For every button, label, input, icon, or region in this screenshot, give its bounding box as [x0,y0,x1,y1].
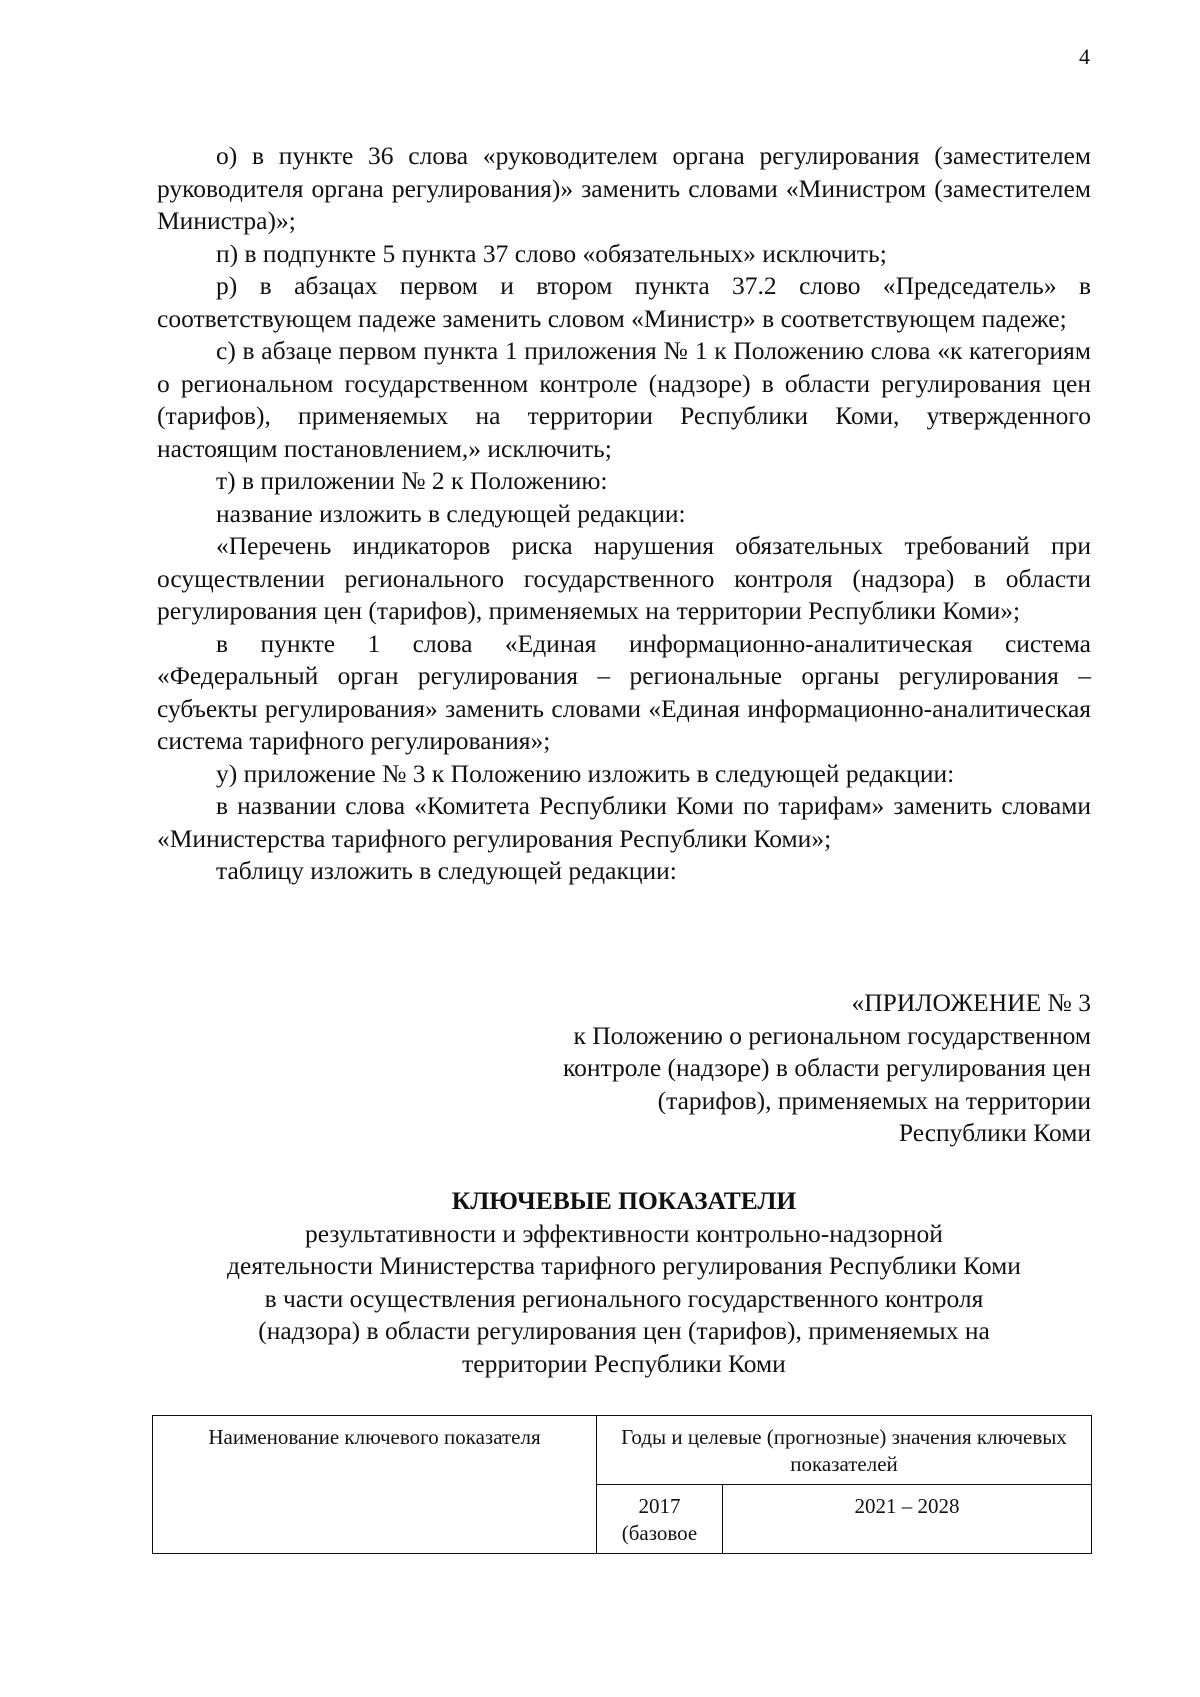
header-indicator-name: Наименование ключевого показателя [153,1416,597,1554]
page-number: 4 [1079,44,1090,69]
paragraph: у) приложение № 3 к Положению изложить в следующей редакции: [216,758,955,788]
paragraph: в пункте 1 слова «Единая информационно-аналитическая система «Федеральный орган регулирования – региональные органы регулирования – субъекты регулирования» заменить словами «Единая информационно-аналитическая система тарифного регулирования»; [157,628,1091,755]
title-line: территории Республики Коми [462,1348,786,1378]
appendix-line: к Положению о региональном государственном [573,1020,1091,1050]
title-line: результативности и эффективности контрольно-надзорной [305,1218,943,1248]
paragraph: в названии слова «Комитета Республики Коми по тарифам» заменить словами «Министерства тарифного регулирования Республики Коми»; [157,791,1091,853]
document-title [157,1185,1091,1380]
paragraph: таблицу изложить в следующей редакции: [216,856,677,885]
indicators-table [152,1415,1092,1554]
paragraph: р) в абзацах первом и втором пункта 37.2 слово «Председатель» в соответствующем падеже заменить словом «Министр» в соответствующем падеже; [157,271,1091,333]
title-heading: КЛЮЧЕВЫЕ ПОКАЗАТЕЛИ [451,1186,797,1215]
paragraph: «Перечень индикаторов риска нарушения обязательных требований при осуществлении регионального государственного контроля (надзора) в области регулирования цен (тарифов), применяемых на территории Республики Коми»; [157,531,1091,625]
subheader-period: 2021 – 2028 [723,1485,1092,1554]
paragraph: с) в абзаце первом пункта 1 приложения № 1 к Положению слова «к категориям о региональном государственном контроле (надзоре) в области регулирования цен (тарифов), применяемых на территории Республики Коми, утвержденного настоящим постановлением,» исключить; [157,336,1091,463]
title-line: деятельности Министерства тарифного регулирования Республики Коми [227,1251,1021,1280]
paragraph: т) в приложении № 2 к Положению: [216,466,608,495]
appendix-line: Республики Коми [898,1118,1091,1147]
title-line: в части осуществления регионального государственного контроля [264,1283,984,1313]
appendix-line: (тарифов), применяемых на территории [657,1085,1091,1115]
paragraph: п) в подпункте 5 пункта 37 слово «обязательных» исключить; [216,238,887,268]
title-line: (надзора) в области регулирования цен (тарифов), применяемых на [258,1316,990,1345]
table-header-row [153,1416,1092,1485]
appendix-reference [480,987,1091,1150]
appendix-line: «ПРИЛОЖЕНИЕ № 3 [851,988,1091,1017]
appendix-line: контроле (надзоре) в области регулирования цен [563,1053,1091,1082]
header-years-values: Годы и целевые (прогнозные) значения ключевых показателей [597,1416,1092,1485]
paragraph: название изложить в следующей редакции: [216,498,686,528]
subheader-base-year: 2017 (базовое [597,1485,723,1554]
paragraph: о) в пункте 36 слова «руководителем органа регулирования (заместителем руководителя органа регулирования)» заменить словами «Министром (заместителем Министра)»; [157,141,1091,235]
amendment-text [157,140,1091,888]
